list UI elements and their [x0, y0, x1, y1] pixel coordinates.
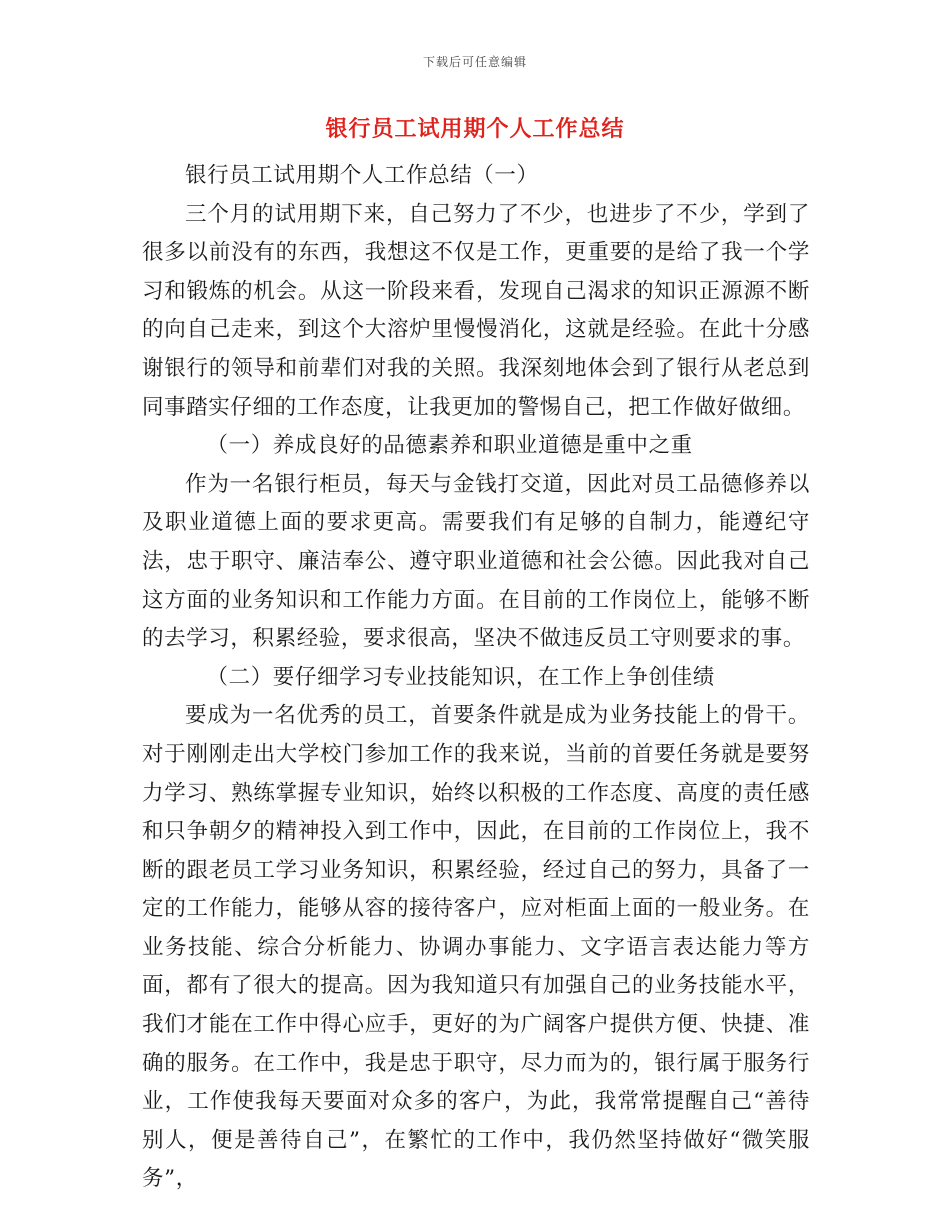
subtitle-paragraph: 银行员工试用期个人工作总结（一） — [185, 163, 539, 188]
section-1-paragraph: 作为一名银行柜员，每天与金钱打交道，因此对员工品德修养以及职业道德上面的要求更高。需要我们有足够的自制力，能遵纪守法，忠于职守、廉洁奉公、遵守职业道德和社会公德。因此我对自己这方面的业务知识和工作能力方面。在目前的工作岗位上，能够不断的去学习，积累经验，要求很高，坚决不做违反员工守则要求的事。 — [142, 471, 810, 652]
header-note: 下载后可任意编辑 — [422, 55, 527, 69]
section-heading-1: （一）养成良好的品德素养和职业道德是重中之重 — [206, 433, 693, 459]
section-heading-2: （二）要仔细学习专业技能知识，在工作上争创佳绩 — [206, 664, 715, 690]
intro-paragraph: 三个月的试用期下来，自己努力了不少，也进步了不少，学到了很多以前没有的东西，我想这不仅是工作，更重要的是给了我一个学习和锻炼的机会。从这一阶段来看，发现自己渴求的知识正源源不断的向自己走来，到这个大溶炉里慢慢消化，这就是经验。在此十分感谢银行的领导和前辈们对我的关照。我深刻地体会到了银行从老总到同事踏实仔细的工作态度，让我更加的警惕自己，把工作做好做细。 — [142, 201, 810, 420]
section-2-paragraph: 要成为一名优秀的员工，首要条件就是成为业务技能上的骨干。对于刚刚走出大学校门参加工作的我来说，当前的首要任务就是要努力学习、熟练掌握专业知识，始终以积极的工作态度、高度的责任感和只争朝夕的精神投入到工作中，因此，在目前的工作岗位上，我不断的跟老员工学习业务知识，积累经验，经过自己的努力，具备了一定的工作能力，能够从容的接待客户，应对柜面上面的一般业务。在业务技能、综合分析能力、协调办事能力、文字语言表达能力等方面，都有了很大的提高。因为我知道只有加强自己的业务技能水平，我们才能在工作中得心应手，更好的为广阔客户提供方便、快捷、准确的服务。在工作中，我是忠于职守，尽力而为的，银行属于服务行业，工作使我每天要面对众多的客户，为此，我常常提醒自己“善待别人，便是善待自己”，在繁忙的工作中，我仍然坚持做好“微笑服务”， — [142, 703, 810, 1192]
document-title: 银行员工试用期个人工作总结 — [325, 116, 625, 142]
document-body — [142, 157, 810, 1199]
